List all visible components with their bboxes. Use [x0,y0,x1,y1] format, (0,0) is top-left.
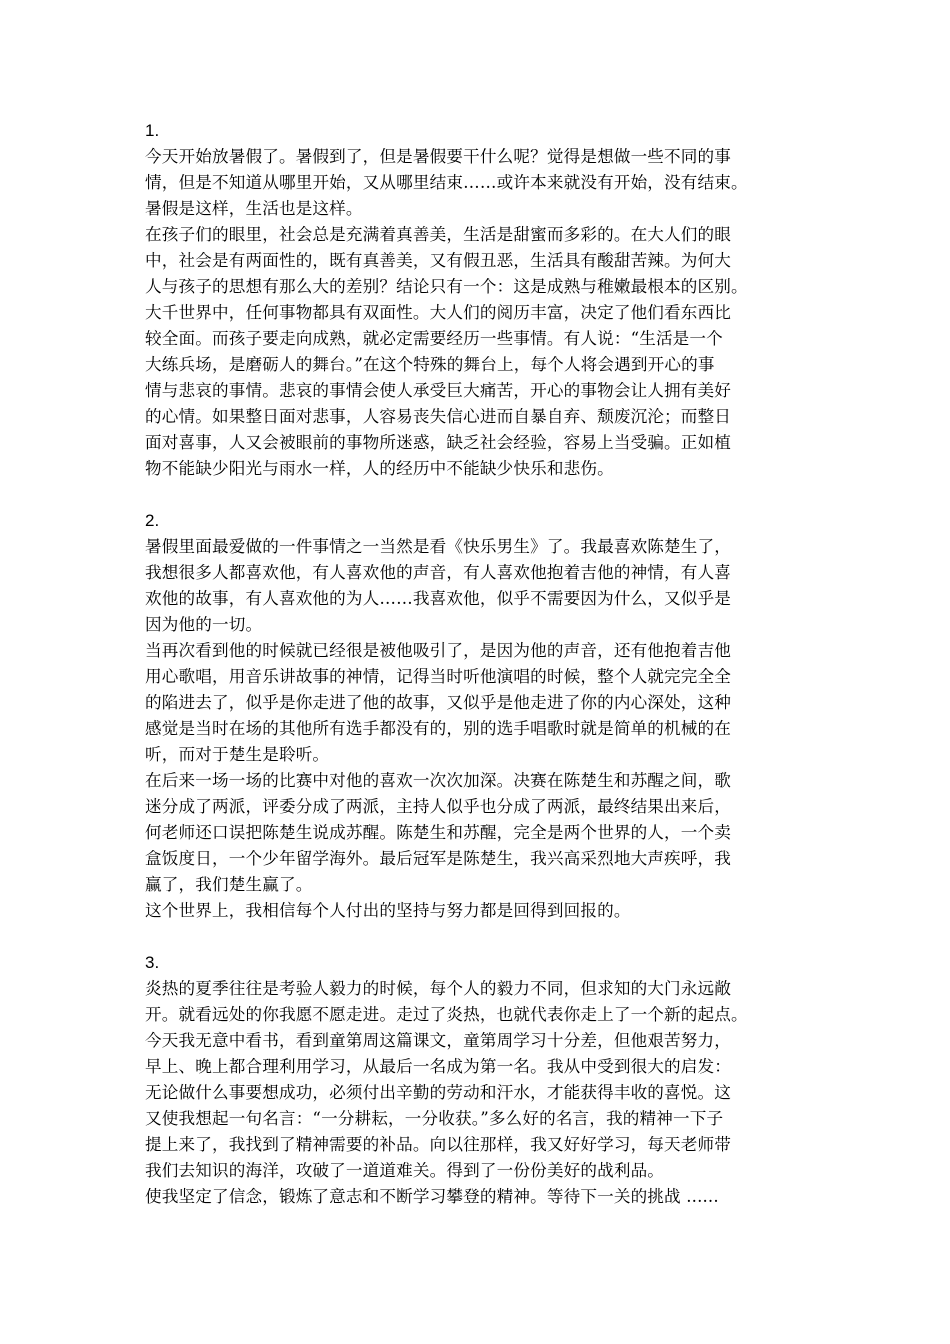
text-line: 面对喜事，人又会被眼前的事物所迷惑，缺乏社会经验，容易上当受骗。正如植 [145,433,732,452]
text-line: 中，社会是有两面性的，既有真善美，又有假丑恶，生活具有酸甜苦辣。为何大 [145,251,732,270]
text-line: 在孩子们的眼里，社会总是充满着真善美，生活是甜蜜而多彩的。在大人们的眼 [145,225,732,244]
text-line: 何老师还口误把陈楚生说成苏醒。陈楚生和苏醒，完全是两个世界的人，一个卖 [145,823,732,842]
text-line: 在后来一场一场的比赛中对他的喜欢一次次加深。决赛在陈楚生和苏醒之间，歌 [145,771,732,790]
text-line: 盒饭度日，一个少年留学海外。最后冠军是陈楚生，我兴高采烈地大声疾呼，我 [145,849,732,868]
section-number: 2. [145,511,160,530]
text-line: 无论做什么事要想成功，必须付出辛勤的劳动和汗水，才能获得丰收的喜悦。这 [145,1083,732,1102]
text-line: 这个世界上，我相信每个人付出的坚持与努力都是回得到回报的。 [145,901,631,920]
text-line: 大练兵场，是磨砺人的舞台。”在这个特殊的舞台上，每个人将会遇到开心的事 [145,355,715,374]
text-line: 使我坚定了信念，锻炼了意志和不断学习攀登的精神。等待下一关的挑战 ...... [145,1187,719,1206]
section-3 [145,950,815,1210]
text-line: 较全面。而孩子要走向成熟，就必定需要经历一些事情。有人说：“生活是一个 [145,329,723,348]
text-line: 炎热的夏季往往是考验人毅力的时候，每个人的毅力不同，但求知的大门永远敞 [145,979,732,998]
text-line: 感觉是当时在场的其他所有选手都没有的，别的选手唱歌时就是简单的机械的在 [145,719,732,738]
section-gap [145,482,815,508]
text-line: 情，但是不知道从哪里开始，又从哪里结束……或许本来就没有开始，没有结束。 [145,173,748,192]
text-line: 我想很多人都喜欢他，有人喜欢他的声音，有人喜欢他抱着吉他的神情，有人喜 [145,563,732,582]
text-line: 欢他的故事，有人喜欢他的为人……我喜欢他，似乎不需要因为什么，又似乎是 [145,589,732,608]
text-line: 情与悲哀的事情。悲哀的事情会使人承受巨大痛苦，开心的事物会让人拥有美好 [145,381,732,400]
text-line: 用心歌唱，用音乐讲故事的神情，记得当时听他演唱的时候，整个人就完完全全 [145,667,732,686]
section-number: 1. [145,121,160,140]
text-line: 暑假里面最爱做的一件事情之一当然是看《快乐男生》了。我最喜欢陈楚生了， [145,537,732,556]
text-line: 当再次看到他的时候就已经很是被他吸引了，是因为他的声音，还有他抱着吉他 [145,641,732,660]
text-line: 赢了，我们楚生赢了。 [145,875,313,894]
text-line: 听，而对于楚生是聆听。 [145,745,330,764]
text-line: 早上、晚上都合理利用学习，从最后一名成为第一名。我从中受到很大的启发： [145,1057,732,1076]
text-line: 的心情。如果整日面对悲事，人容易丧失信心进而自暴自弃、颓废沉沦；而整日 [145,407,732,426]
text-line: 暑假是这样，生活也是这样。 [145,199,363,218]
text-line: 今天我无意中看书，看到童第周这篇课文，童第周学习十分差，但他艰苦努力， [145,1031,732,1050]
text-line: 迷分成了两派，评委分成了两派，主持人似乎也分成了两派，最终结果出来后， [145,797,732,816]
section-gap [145,924,815,950]
text-line: 的陷进去了，似乎是你走进了他的故事，又似乎是他走进了你的内心深处，这种 [145,693,732,712]
text-line: 提上来了，我找到了精神需要的补品。向以往那样，我又好好学习，每天老师带 [145,1135,732,1154]
document-page [145,118,815,1210]
text-line: 又使我想起一句名言：“一分耕耘，一分收获。”多么好的名言，我的精神一下子 [145,1109,724,1128]
text-line: 我们去知识的海洋，攻破了一道道难关。得到了一份份美好的战利品。 [145,1161,665,1180]
section-1 [145,118,815,482]
text-line: 开。就看远处的你我愿不愿走进。走过了炎热，也就代表你走上了一个新的起点。 [145,1005,748,1024]
text-line: 物不能缺少阳光与雨水一样，人的经历中不能缺少快乐和悲伤。 [145,459,614,478]
section-2 [145,508,815,924]
text-line: 人与孩子的思想有那么大的差别？结论只有一个：这是成熟与稚嫩最根本的区别。 [145,277,748,296]
text-line: 今天开始放暑假了。暑假到了，但是暑假要干什么呢？觉得是想做一些不同的事 [145,147,732,166]
text-line: 因为他的一切。 [145,615,263,634]
text-line: 大千世界中，任何事物都具有双面性。大人们的阅历丰富，决定了他们看东西比 [145,303,732,322]
section-number: 3. [145,953,160,972]
